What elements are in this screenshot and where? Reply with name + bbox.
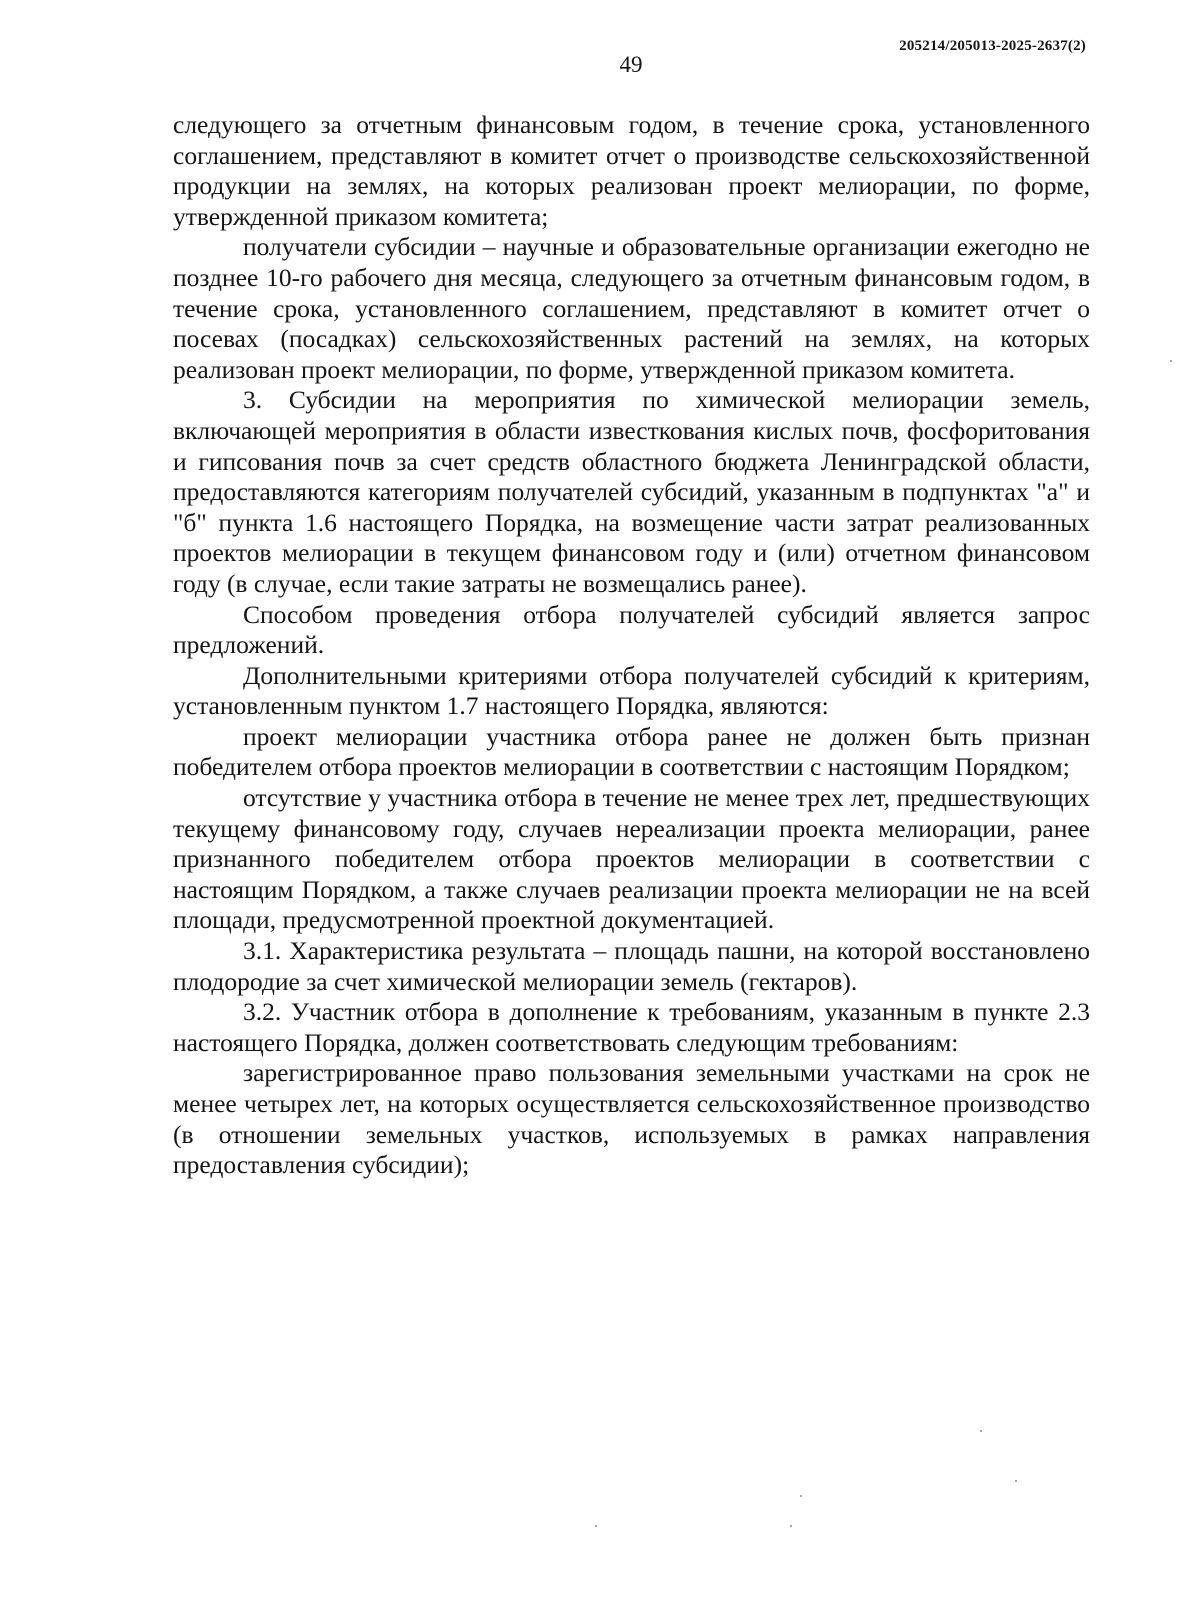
paragraph: зарегистрированное право пользования земельными участками на срок не менее четырех лет, на которых осуществляется сельскохозяйственное производство (в отношении земельных участков, используемых в рамках направления предоставления субсидии); [173,1058,1090,1180]
document-number: 205214/205013-2025-2637(2) [899,38,1086,54]
paragraph: Дополнительными критериями отбора получателей субсидий к критериям, установленным пунктом 1.7 настоящего Порядка, являются: [173,660,1090,721]
paragraph: следующего за отчетным финансовым годом, в течение срока, установленного соглашением, представляют в комитет отчет о производстве сельскохозяйственной продукции на землях, на которых реализован проект мелиорации, по форме, утвержденной приказом комитета; [173,110,1090,231]
scan-speck [790,1525,792,1527]
paragraph: 3.1. Характеристика результата – площадь пашни, на которой восстановлено плодородие за счет химической мелиорации земель (гектаров). [173,936,1090,996]
scan-speck [595,1525,597,1527]
page-number: 49 [619,52,643,77]
scan-speck [1015,1480,1017,1482]
document-body [173,110,1090,1181]
paragraph: Способом проведения отбора получателей субсидий является запрос предложений. [173,599,1090,660]
paragraph: проект мелиорации участника отбора ранее не должен быть признан победителем отбора проектов мелиорации в соответствии с настоящим Порядком; [173,721,1090,782]
paragraph: 3. Субсидии на мероприятия по химической мелиорации земель, включающей мероприятия в области известкования кислых почв, фосфоритования и гипсования почв за счет средств областного бюджета Ленинградской области, предоставляются категориям получателей субсидий, указанным в подпунктах "а" и "б" пункта 1.6 настоящего Порядка, на возмещение части затрат реализованных проектов мелиорации в текущем финансовом году и (или) отчетном финансовом году (в случае, если такие затраты не возмещались ранее). [173,385,1090,598]
scan-speck [980,1430,982,1432]
paragraph: 3.2. Участник отбора в дополнение к требованиям, указанным в пункте 2.3 настоящего Порядка, должен соответствовать следующим требованиям: [173,997,1090,1057]
scan-speck [800,1495,802,1497]
paragraph: получатели субсидии – научные и образовательные организации ежегодно не позднее 10-го рабочего дня месяца, следующего за отчетным финансовым годом, в течение срока, установленного соглашением, представляют в комитет отчет о посевах (посадках) сельскохозяйственных растений на землях, на которых реализован проект мелиорации, по форме, утвержденной приказом комитета. [173,232,1090,384]
paragraph: отсутствие у участника отбора в течение не менее трех лет, предшествующих текущему финансовому году, случаев нереализации проекта мелиорации, ранее признанного победителем отбора проектов мелиорации в соответствии с настоящим Порядком, а также случаев реализации проекта мелиорации не на всей площади, предусмотренной проектной документацией. [173,783,1090,935]
scan-speck [1170,360,1172,362]
